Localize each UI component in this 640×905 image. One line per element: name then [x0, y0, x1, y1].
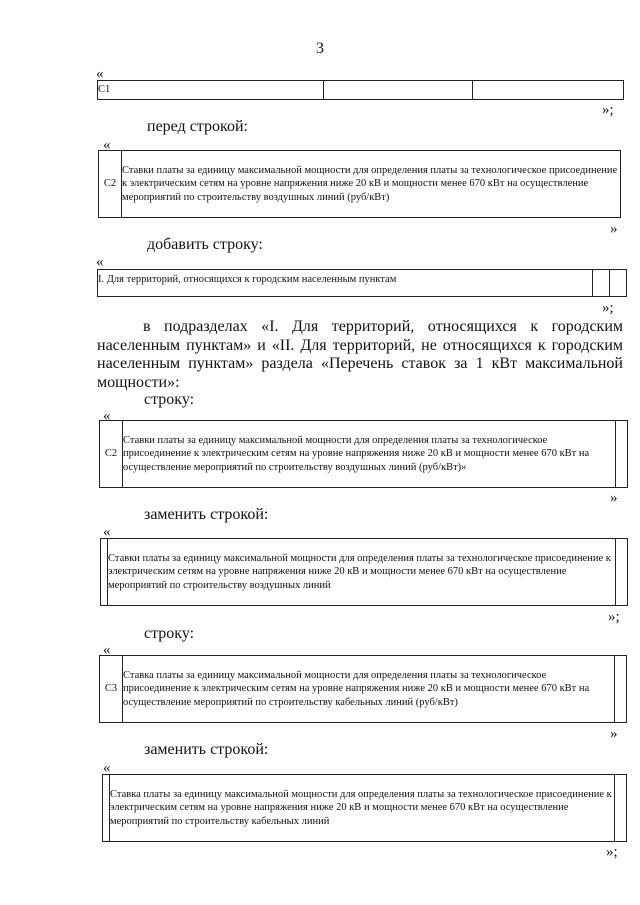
- table-row-c3-old: [99, 655, 627, 723]
- close-quote: »: [610, 726, 618, 742]
- cell-code: С2: [100, 421, 123, 488]
- table-row-c1: [97, 80, 624, 100]
- cell-description: Ставки платы за единицу максимальной мощности для определения платы за технологическое присоединение к электрическим сетям на уровне напряжения ниже 20 кВ и мощности менее 670 кВт на осуществление мероприятий по строительству воздушных линий (руб/кВт): [122, 151, 621, 218]
- open-quote: «: [103, 642, 111, 658]
- cell-empty: [616, 421, 628, 488]
- cell-empty: [473, 81, 624, 100]
- cell-description: Ставки платы за единицу максимальной мощности для определения платы за технологическое присоединение к электрическим сетям на уровне напряжения ниже 20 кВ и мощности менее 670 кВт на осуществление мероприятий по строительству воздушных линий: [108, 539, 616, 606]
- cell-empty: [615, 656, 627, 723]
- body-paragraph: [97, 318, 623, 392]
- page-number: 3: [316, 40, 324, 57]
- cell-code: С1: [98, 81, 324, 100]
- cell-description: I. Для территорий, относящихся к городским населенным пунктам: [98, 270, 593, 297]
- table-row-c2-old: [99, 420, 628, 488]
- table-row-c2: [98, 150, 621, 218]
- open-quote: «: [96, 254, 104, 270]
- cell-empty: [103, 775, 110, 842]
- cell-description: Ставка платы за единицу максимальной мощности для определения платы за технологическое присоединение к электрическим сетям на уровне напряжения ниже 20 кВ и мощности менее 670 кВт на осуществление мероприятий по строительству кабельных линий: [110, 775, 615, 842]
- open-quote: «: [103, 408, 111, 424]
- open-quote: «: [96, 66, 104, 82]
- open-quote: «: [103, 137, 111, 153]
- close-quote: »;: [608, 609, 620, 625]
- table-row-c3-new: [102, 774, 627, 842]
- instruction-text: заменить строкой:: [144, 741, 269, 758]
- open-quote: «: [103, 760, 111, 776]
- instruction-text: перед строкой:: [147, 118, 248, 135]
- cell-empty: [615, 775, 627, 842]
- close-quote: »: [610, 221, 618, 237]
- instruction-text: заменить строкой:: [144, 506, 269, 523]
- cell-code: С2: [99, 151, 122, 218]
- cell-description: Ставки платы за единицу максимальной мощности для определения платы за технологическое присоединение к электрическим сетям на уровне напряжения ниже 20 кВ и мощности менее 670 кВт на осуществление мероприятий по строительству воздушных линий (руб/кВт)»: [123, 421, 616, 488]
- cell-empty: [593, 270, 610, 297]
- close-quote: »;: [602, 300, 614, 316]
- cell-code: С3: [100, 656, 123, 723]
- close-quote: »;: [602, 102, 614, 118]
- instruction-text: добавить строку:: [147, 236, 263, 253]
- cell-description: Ставка платы за единицу максимальной мощности для определения платы за технологическое присоединение к электрическим сетям на уровне напряжения ниже 20 кВ и мощности менее 670 кВт на осуществление мероприятий по строительству кабельных линий (руб/кВт): [123, 656, 615, 723]
- table-row-c2-new: [100, 538, 628, 606]
- close-quote: »: [610, 490, 618, 506]
- open-quote: «: [103, 524, 111, 540]
- cell-empty: [101, 539, 108, 606]
- close-quote: »;: [606, 844, 618, 860]
- cell-empty: [616, 539, 628, 606]
- table-row-territories: [97, 269, 627, 297]
- instruction-text: строку:: [144, 391, 195, 408]
- instruction-text: строку:: [144, 625, 195, 642]
- cell-empty: [610, 270, 627, 297]
- paragraph-text: в подразделах «I. Для территорий, относящихся к городским населенным пунктам» и «II. Для территорий, не относящихся к городским населенным пунктам» раздела «Перечень ставок за 1 кВт максимальной мощности»:: [97, 318, 623, 391]
- cell-empty: [324, 81, 473, 100]
